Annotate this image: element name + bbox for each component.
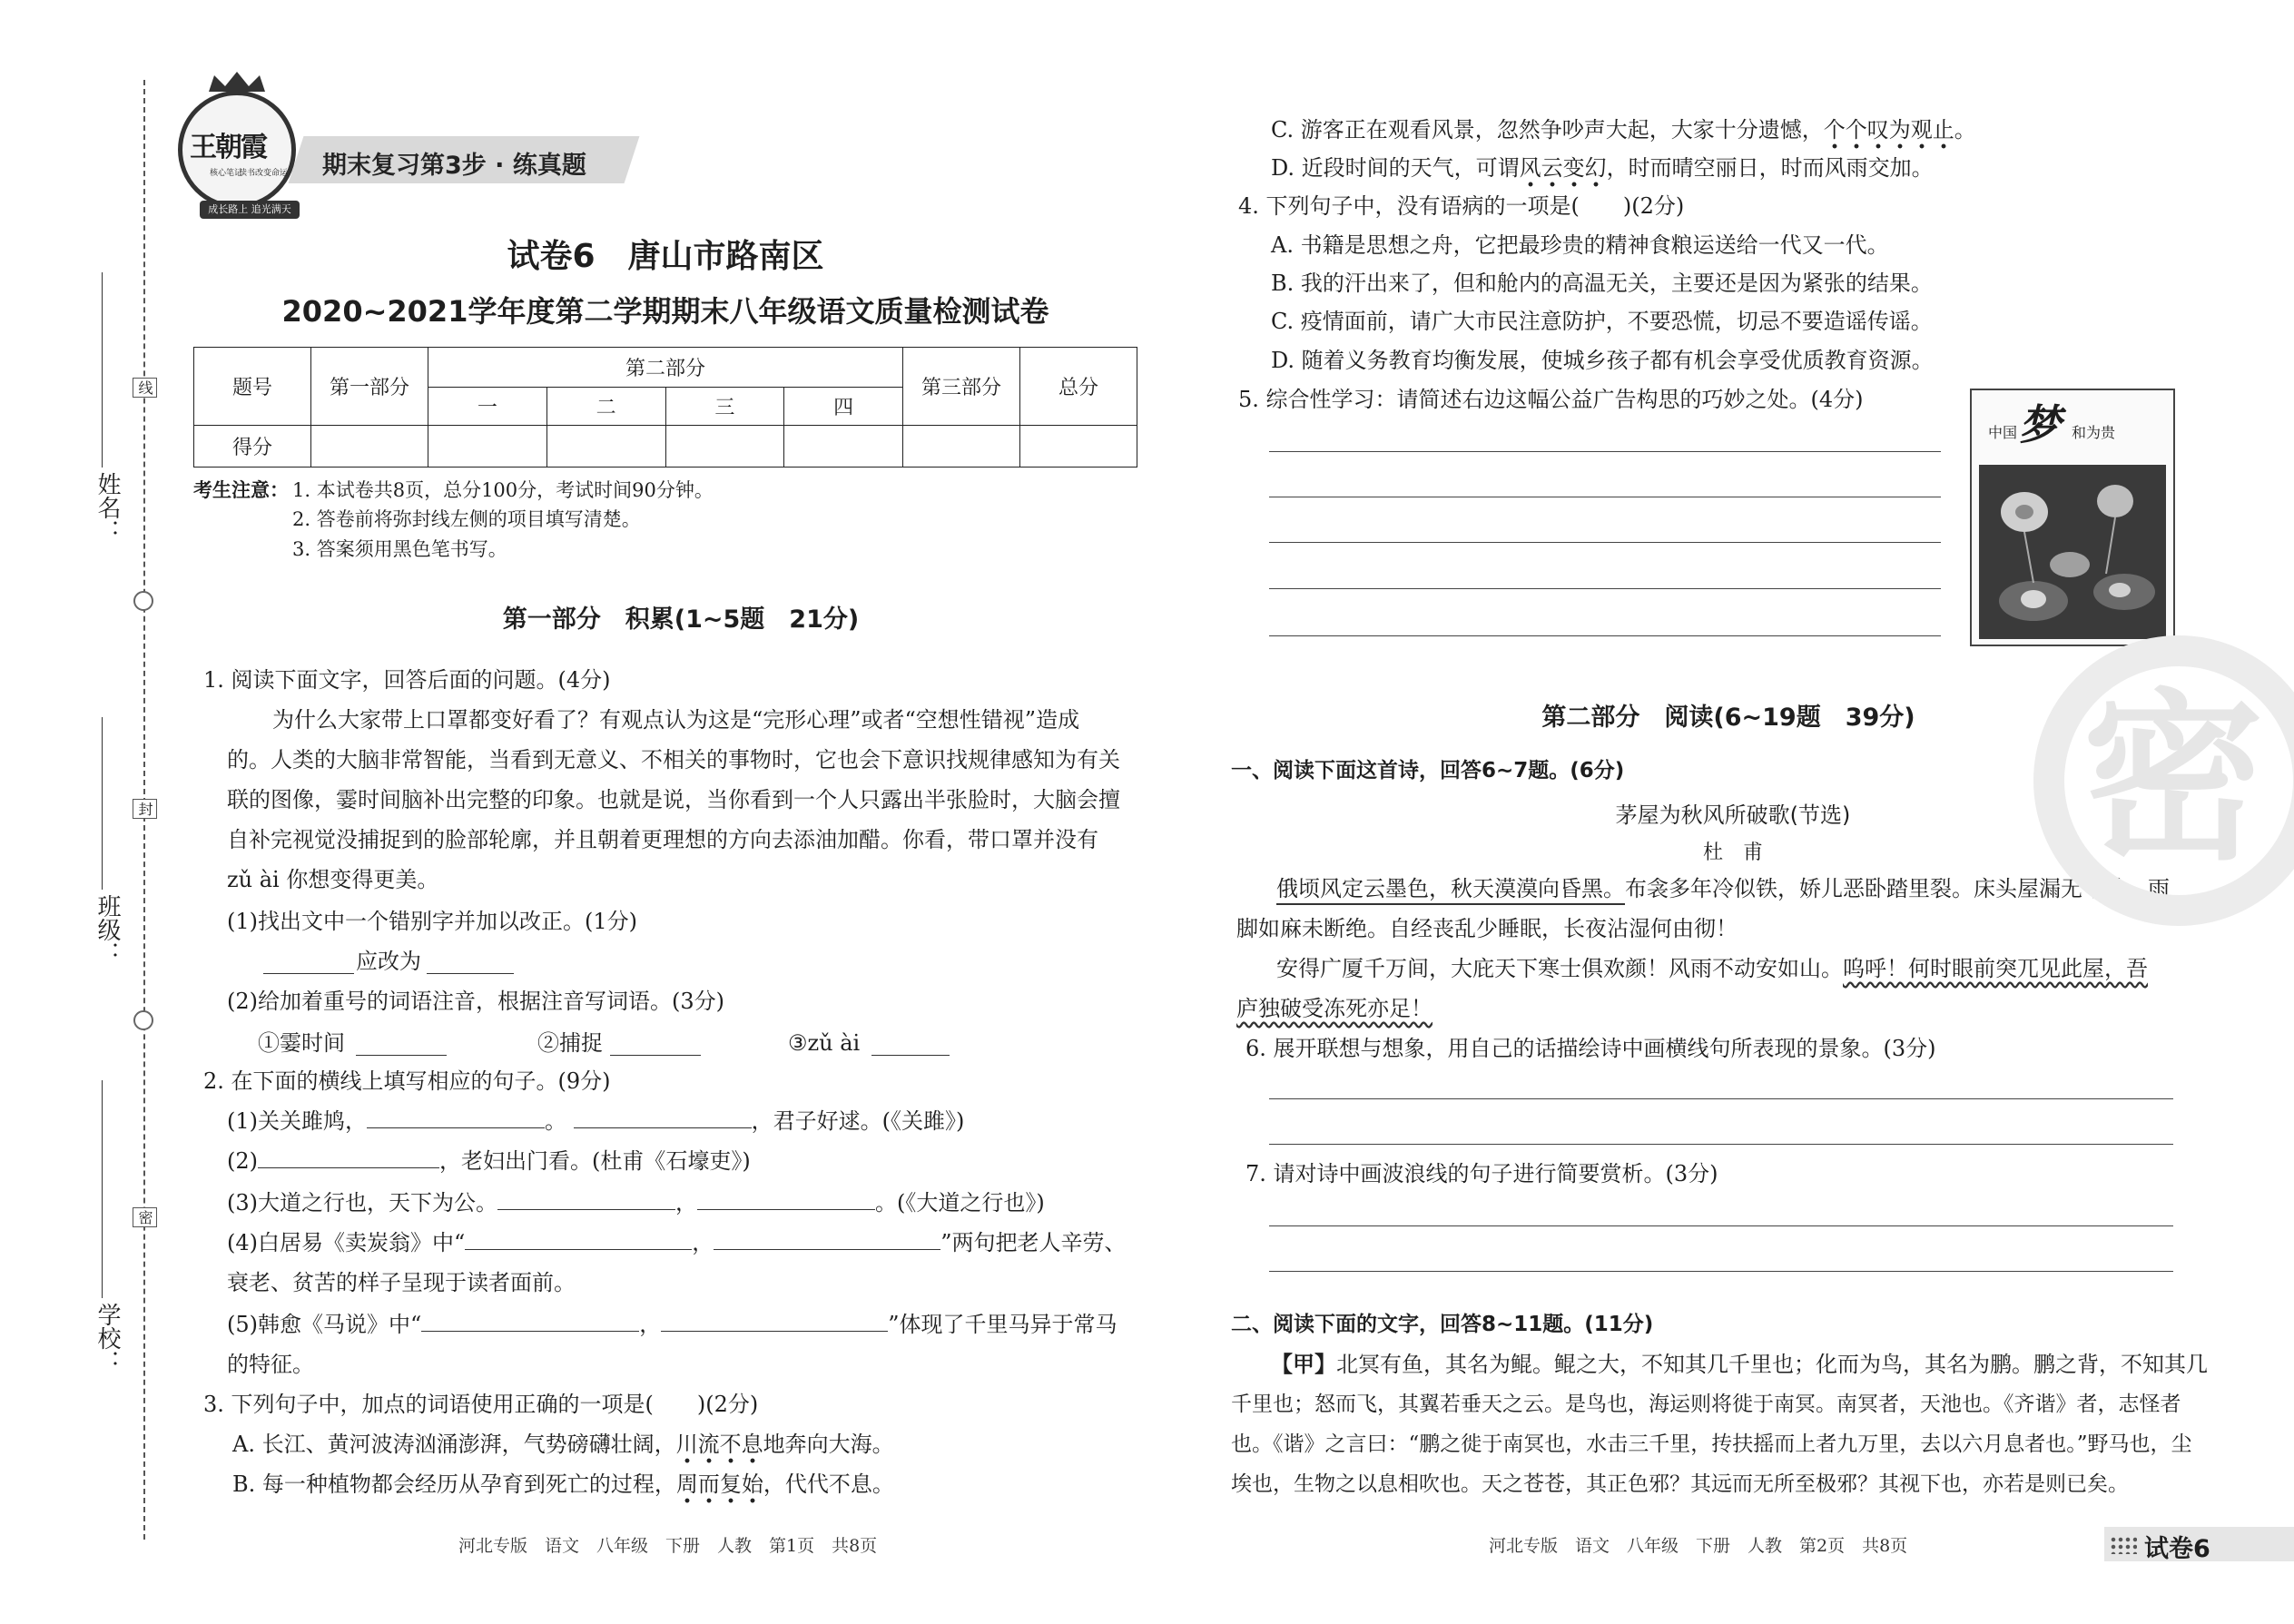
- q2-blank[interactable]: [421, 1311, 639, 1332]
- q7-stem: 7. 请对诗中画波浪线的句子进行简要赏析。(3分): [1245, 1161, 1718, 1186]
- sec2-stem: 二、阅读下面的文字，回答8~11题。(11分): [1231, 1313, 1654, 1336]
- notice-label: 考生注意：: [193, 479, 289, 501]
- q3-dotted-term: 个个叹为观止: [1824, 117, 1954, 150]
- q3-dotted-term: 川流不息: [676, 1432, 763, 1464]
- sec2-passage-line: 埃也，生物之以息相吹也。天之苍苍，其正色邪？其远而无所至极邪？其视下也，亦若是则已矣。: [1231, 1472, 2129, 1496]
- q3-option-a[interactable]: [232, 1431, 894, 1458]
- q2-text: 。(《大道之行也》): [875, 1190, 1045, 1216]
- q2-line: [227, 1107, 964, 1135]
- q3-dotted-term: 风云变幻: [1520, 155, 1607, 188]
- q2-text: ，: [675, 1190, 697, 1216]
- logo-badge: [178, 91, 296, 209]
- score-header-sec1: 一: [428, 388, 547, 426]
- q2-blank[interactable]: [574, 1107, 752, 1128]
- q1-passage-line: 联的图像，霎时间脑补出完整的印象。也就是说，当你看到一个人只露出半张脸时，大脑会擅: [227, 787, 1120, 812]
- q3-stem: 3. 下列句子中，加点的词语使用正确的一项是( )(2分): [203, 1392, 759, 1417]
- score-header-part2: 第二部分: [428, 348, 903, 388]
- class-field[interactable]: [102, 717, 103, 890]
- poem-line: [1236, 995, 1433, 1022]
- poem-line: [1276, 955, 2148, 982]
- q2-line: [227, 1311, 1117, 1338]
- q1-passage-line: zǔ ài 你想变得更美。: [227, 867, 439, 892]
- notice-item: 2. 答卷前将弥封线左侧的项目填写清楚。: [292, 508, 641, 530]
- q5-answer-line[interactable]: [1269, 635, 1941, 636]
- q6-answer-line[interactable]: [1269, 1144, 2173, 1145]
- score-cell[interactable]: [903, 426, 1020, 468]
- q1-stem: 1. 阅读下面文字，回答后面的问题。(4分): [203, 667, 611, 693]
- seal-mark-seal: 封: [133, 799, 157, 819]
- name-label: 姓名：: [94, 472, 121, 543]
- q1-opt: ②捕捉: [537, 1030, 603, 1056]
- q2-text: (3)大道之行也，天下为公。: [227, 1190, 497, 1216]
- poem-wavy-line: 庐独破受冻死亦足！: [1236, 996, 1433, 1021]
- passage-text: 北冥有鱼，其名为鲲。鲲之大，不知其几千里也；化而为鸟，其名为鹏。鹏之背，不知其几: [1336, 1352, 2208, 1377]
- score-header-part1: 第一部分: [311, 348, 428, 426]
- q2-text: (4)白居易《卖炭翁》中“: [227, 1230, 466, 1255]
- score-row-label: 得分: [194, 426, 311, 468]
- q3-option-d[interactable]: [1271, 154, 1934, 182]
- q2-line: 衰老、贫苦的样子呈现于读者面前。: [227, 1270, 576, 1295]
- score-cell[interactable]: [428, 426, 547, 468]
- footer-left: 河北专版 语文 八年级 下册 人教 第1页 共8页: [458, 1536, 878, 1556]
- q1-opt-blank[interactable]: [356, 1035, 447, 1056]
- score-header-total: 总分: [1020, 348, 1137, 426]
- logo-text: 王朝霞: [190, 132, 266, 163]
- q5-answer-line[interactable]: [1269, 588, 1941, 589]
- q2-text: ，君子好逑。(《关雎》): [751, 1108, 965, 1134]
- score-cell[interactable]: [665, 426, 784, 468]
- q2-text: ，: [692, 1230, 714, 1255]
- q1-passage-line: 为什么大家带上口罩都变好看了？有观点认为这是“完形心理”或者“空想性错视”造成: [272, 707, 1080, 733]
- poem-text: 安得广厦千万间，大庇天下寒士俱欢颜！风雨不动安如山。: [1276, 956, 1843, 981]
- q4-option-c[interactable]: C. 疫情面前，请广大市民注意防护，不要恐慌，切忌不要造谣传谣。: [1271, 309, 1933, 334]
- school-label: 学校：: [94, 1303, 121, 1373]
- q5-answer-line[interactable]: [1269, 542, 1941, 543]
- logo-motto: 核心笔记: [210, 169, 243, 178]
- q3-text: B. 每一种植物都会经历从孕育到死亡的过程，: [232, 1471, 676, 1497]
- score-header-part3: 第三部分: [903, 348, 1020, 426]
- q3-text: 。: [1954, 117, 1976, 143]
- q1-sub1: (1)找出文中一个错别字并加以改正。(1分): [227, 909, 637, 934]
- score-header-sec3: 三: [665, 388, 784, 426]
- part1-heading: 第一部分 积累(1~5题 21分): [502, 605, 860, 634]
- q3-text: A. 长江、黄河波涛汹涌澎湃，气势磅礴壮阔，: [232, 1432, 676, 1457]
- q2-stem: 2. 在下面的横线上填写相应的句子。(9分): [203, 1068, 611, 1094]
- poem-title: 茅屋为秋风所破歌(节选): [1615, 802, 1851, 828]
- q1-sub1-fill: 应改为: [356, 949, 421, 974]
- q2-blank[interactable]: [714, 1229, 940, 1250]
- seal-mark-line: 线: [133, 378, 157, 398]
- q2-text: ，: [639, 1312, 662, 1337]
- q1-sub2: (2)给加着重号的词语注音，根据注音写词语。(3分): [227, 989, 724, 1014]
- q2-text: ”体现了千里马异于常马: [888, 1312, 1117, 1337]
- score-table: [193, 347, 1137, 468]
- score-header-sec4: 四: [784, 388, 903, 426]
- sec2-passage-line: 千里也；怒而飞，其翼若垂天之云。是鸟也，海运则将徙于南冥。南冥者，天池也。《齐谐》者，志怪者: [1231, 1393, 2181, 1416]
- score-cell[interactable]: [784, 426, 903, 468]
- q2-text: 。: [545, 1108, 566, 1134]
- q2-text: ，老妇出门看。(杜甫《石壕吏》): [439, 1148, 751, 1174]
- poem-author: 杜 甫: [1702, 842, 1763, 864]
- q2-blank[interactable]: [661, 1311, 888, 1332]
- q3-text: C. 游客正在观看风景，忽然争吵声大起，大家十分遗憾，: [1271, 117, 1824, 143]
- watermark-text: 密: [2082, 674, 2265, 885]
- poster-lotus-image: [1979, 465, 2166, 639]
- notice-item: 3. 答案须用黑色笔书写。: [292, 538, 507, 560]
- footer-right: 河北专版 语文 八年级 下册 人教 第2页 共8页: [1489, 1536, 1908, 1556]
- score-cell[interactable]: [1020, 426, 1137, 468]
- q7-answer-line[interactable]: [1269, 1225, 2173, 1226]
- q1-opt: ③zǔ ài: [788, 1030, 861, 1056]
- psa-poster: [1970, 389, 2175, 646]
- sec2-passage-line: [1271, 1351, 2208, 1378]
- step-banner-text: 期末复习第3步 · 练真题: [322, 152, 586, 180]
- seal-dot-icon: [133, 1010, 153, 1030]
- q3-text: ，代代不息。: [763, 1471, 894, 1497]
- q3-dotted-term: 周而复始: [676, 1471, 763, 1504]
- q3-text: D. 近段时间的天气，可谓: [1271, 155, 1520, 181]
- q6-answer-line[interactable]: [1269, 1098, 2173, 1099]
- q2-blank[interactable]: [367, 1107, 545, 1128]
- q5-answer-line[interactable]: [1269, 451, 1941, 452]
- notice-item: 1. 本试卷共8页，总分100分，考试时间90分钟。: [292, 479, 714, 501]
- score-header-sec2: 二: [546, 388, 665, 426]
- q2-text: ”两句把老人辛劳、: [940, 1230, 1127, 1255]
- page-subtitle: 2020~2021学年度第二学期期末八年级语文质量检测试卷: [281, 294, 1049, 329]
- poem-line: [1276, 875, 2170, 902]
- q1-opt-blank[interactable]: [610, 1035, 701, 1056]
- q2-blank[interactable]: [258, 1147, 439, 1168]
- q2-text: (2): [227, 1148, 258, 1174]
- q1-sub1-wrong-char-blank[interactable]: [263, 953, 354, 974]
- q2-line: [227, 1147, 751, 1175]
- q2-text: (1)关关雎鸠，: [227, 1108, 367, 1134]
- page-title: 试卷6 唐山市路南区: [507, 238, 824, 275]
- q3-text: ，时而晴空丽日，时而风雨交加。: [1606, 155, 1934, 181]
- q1-passage-line: 自补完视觉没捕捉到的脸部轮廓，并且朝着更理想的方向去添油加醋。你看，带口罩并没有: [227, 827, 1098, 852]
- q1-opt: ①霎时间: [258, 1030, 345, 1056]
- logo-motto: 读书改变命运: [239, 169, 289, 178]
- sec1-stem: 一、阅读下面这首诗，回答6~7题。(6分): [1231, 759, 1625, 782]
- logo-ribbon: 成长路上 追光满天: [200, 201, 300, 219]
- q4-option-d[interactable]: D. 随着义务教育均衡发展，使城乡孩子都有机会享受优质教育资源。: [1271, 348, 1934, 373]
- score-cell[interactable]: [546, 426, 665, 468]
- q4-option-b[interactable]: B. 我的汗出来了，但和舱内的高温无关，主要还是因为紧张的结果。: [1271, 271, 1933, 296]
- q3-option-c[interactable]: [1271, 116, 1976, 143]
- q5-stem: 5. 综合性学习：请简述右边这幅公益广告构思的巧妙之处。(4分): [1238, 387, 1864, 412]
- logo-crown-icon: [207, 70, 267, 94]
- score-header-qno: 题号: [194, 348, 311, 426]
- q3-option-b[interactable]: [232, 1471, 894, 1498]
- seal-mark-secret: 密: [133, 1207, 157, 1227]
- sec2-passage-line: 也。《谐》之言曰：“鹏之徙于南冥也，水击三千里，抟扶摇而上者九万里，去以六月息者也。”野马也，尘: [1231, 1432, 2192, 1456]
- footer-badge: 试卷6: [2144, 1535, 2210, 1563]
- q1-opt-blank[interactable]: [871, 1035, 950, 1056]
- poem-text: 布衾多年冷似铁，娇儿恶卧踏里裂。床头屋漏无干处，雨: [1625, 876, 2170, 901]
- q2-line: 的特征。: [227, 1352, 314, 1377]
- q1-sub1-correct-char-blank[interactable]: [427, 953, 514, 974]
- q3-text: 地奔向大海。: [763, 1432, 894, 1457]
- score-cell[interactable]: [311, 426, 428, 468]
- poem-wavy-line: 呜呼！何时眼前突兀见此屋，吾: [1843, 956, 2148, 981]
- poster-text-china: 中国: [1988, 424, 2018, 441]
- poem-line: 脚如麻未断绝。自经丧乱少睡眠，长夜沾湿何由彻！: [1236, 916, 1738, 941]
- q1-passage-line: 的。人类的大脑非常智能，当看到无意义、不相关的事物时，它也会下意识找规律感知为有关: [227, 747, 1120, 773]
- q2-blank[interactable]: [465, 1229, 692, 1250]
- q2-blank[interactable]: [497, 1189, 675, 1210]
- part2-heading: 第二部分 阅读(6~19题 39分): [1541, 704, 1915, 732]
- q2-line: [227, 1229, 1127, 1256]
- q4-stem: 4. 下列句子中，没有语病的一项是( )(2分): [1238, 193, 1685, 219]
- class-label: 班级：: [94, 894, 121, 965]
- q2-line: [227, 1189, 1045, 1216]
- q6-stem: 6. 展开联想与想象，用自己的话描绘诗中画横线句所表现的景象。(3分): [1245, 1036, 1936, 1061]
- poem-underlined-line: 俄顷风定云墨色，秋天漠漠向昏黑。: [1276, 876, 1625, 905]
- passage-tag: 【甲】: [1271, 1352, 1336, 1377]
- q7-answer-line[interactable]: [1269, 1271, 2173, 1272]
- q4-option-a[interactable]: A. 书籍是思想之舟，它把最珍贵的精神食粮运送给一代又一代。: [1271, 232, 1889, 258]
- poster-text-harmony: 和为贵: [2072, 424, 2116, 441]
- grid-dots-icon: [2110, 1536, 2137, 1554]
- q2-text: (5)韩愈《马说》中“: [227, 1312, 422, 1337]
- q2-blank[interactable]: [697, 1189, 875, 1210]
- poster-text-dream: 梦: [2019, 400, 2061, 449]
- school-field[interactable]: [102, 1080, 103, 1298]
